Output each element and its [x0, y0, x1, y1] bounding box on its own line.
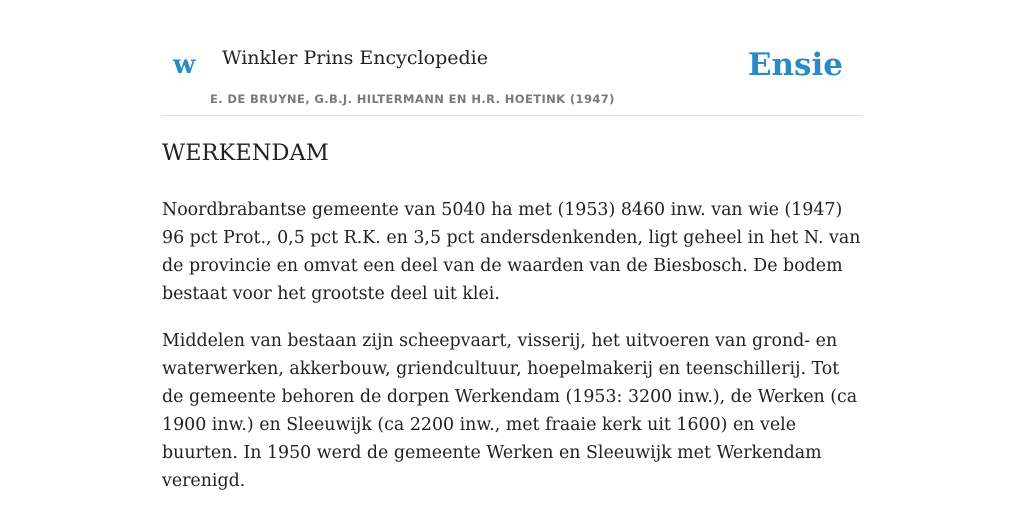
article-paragraph: Middelen van bestaan zijn scheepvaart, visserij, het uitvoeren van grond- en waterwerken, akkerbouw, griendcultuur, hoepelmakerij en teenschillerij. Tot de gemeente behoren de dorpen Werkendam (1953: 3200 inw.), de Werken (ca 1900 inw.) en Sleeuwijk (ca 2200 inw., met fraaie kerk uit 1600) en vele buurten. In 1950 werd de gemeente Werken en Sleeuwijk met Werkendam verenigd. — [162, 330, 858, 491]
ensie-logo[interactable]: Ensie — [747, 47, 843, 83]
article — [162, 138, 862, 514]
article-paragraph: Noordbrabantse gemeente van 5040 ha met (1953) 8460 inw. van wie (1947) 96 pct Prot., 0,5 pct R.K. en 3,5 pct andersdenkenden, ligt geheel in het N. van de provincie en omvat een deel van de waarden van de Biesbosch. De bodem bestaat voor het grootste deel uit klei. — [162, 199, 861, 304]
winkler-prins-logo[interactable]: w — [173, 50, 196, 80]
book-authors: E. DE BRUYNE, G.B.J. HILTERMANN EN H.R. HOETINK (1947) — [210, 92, 615, 106]
book-title[interactable]: Winkler Prins Encyclopedie — [222, 47, 488, 69]
book-header — [162, 34, 862, 116]
article-title: WERKENDAM — [162, 140, 329, 166]
